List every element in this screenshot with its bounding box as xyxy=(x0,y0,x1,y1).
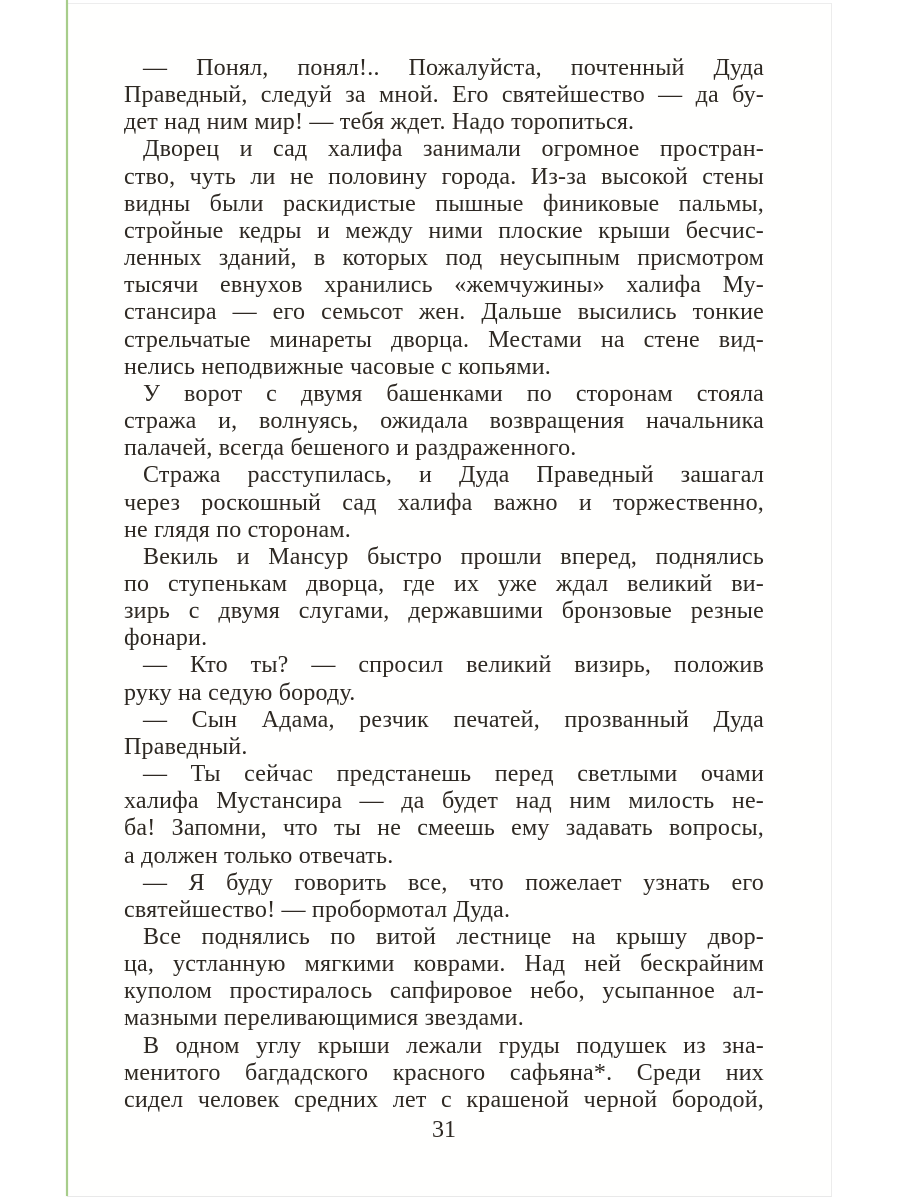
text-line: — Кто ты? — спросил великий визирь, положив xyxy=(143,652,764,679)
text-line: руку на седую бороду. xyxy=(124,679,356,706)
text-line: ца, устланную мягкими коврами. Над ней бескрайним xyxy=(124,951,764,978)
text-line: Все поднялись по витой лестнице на крышу двор- xyxy=(143,924,764,950)
text-line: ба! Запомни, что ты не смеешь ему задавать вопросы, xyxy=(124,815,764,842)
text-line: стрельчатые минареты дворца. Местами на стене вид- xyxy=(124,326,764,353)
text-line: В одном углу крыши лежали груды подушек из зна- xyxy=(143,1032,764,1059)
text-line: — Я буду говорить все, что пожелает узнать его xyxy=(143,869,764,896)
text-line: ленных зданий, в которых под неусыпным присмотром xyxy=(124,245,764,272)
text-line: У ворот с двумя башенками по сторонам стояла xyxy=(143,380,764,407)
text-line: куполом простиралось сапфировое небо, усыпанное ал- xyxy=(124,978,764,1005)
text-line: халифа Мустансира — да будет над ним милость не- xyxy=(124,788,764,815)
text-line: — Понял, понял!.. Пожалуйста, почтенный Дуда xyxy=(143,55,764,81)
text-line: — Ты сейчас предстанешь перед светлыми очами xyxy=(143,761,764,788)
text-line: святейшество! — пробормотал Дуда. xyxy=(124,896,511,923)
text-line: Стража расступилась, и Дуда Праведный зашагал xyxy=(143,462,764,489)
text-line: мазными переливающимися звездами. xyxy=(124,1005,524,1032)
text-line: по ступенькам дворца, где их уже ждал великий ви- xyxy=(124,570,764,597)
text-line: стража и, волнуясь, ожидала возвращения начальника xyxy=(124,408,764,435)
text-line: через роскошный сад халифа важно и торжественно, xyxy=(124,489,764,516)
text-line: Дворец и сад халифа занимали огромное простран- xyxy=(143,136,764,163)
text-line: сидел человек средних лет с крашеной черной бородой, xyxy=(124,1086,764,1113)
text-line: дет над ним мир! — тебя ждет. Надо торопиться. xyxy=(124,109,635,136)
text-line: стройные кедры и между ними плоские крыши бесчис- xyxy=(124,217,764,244)
text-line: менитого багдадского красного сафьяна*. Среди них xyxy=(124,1059,764,1086)
text-line: а должен только отвечать. xyxy=(124,842,394,869)
text-line: Векиль и Мансур быстро прошли вперед, поднялись xyxy=(143,543,764,570)
text-line: нелись неподвижные часовые с копьями. xyxy=(124,353,551,380)
text-line: Праведный, следуй за мной. Его святейшество — да бу- xyxy=(124,82,764,109)
page-number: 31 xyxy=(432,1117,456,1143)
text-line: ство, чуть ли не половину города. Из-за высокой стены xyxy=(124,163,764,190)
text-line: фонари. xyxy=(124,625,208,652)
margin-rule xyxy=(66,0,68,1196)
text-line: зирь с двумя слугами, державшими бронзовые резные xyxy=(124,598,764,625)
text-line: видны были раскидистые пышные финиковые пальмы, xyxy=(124,190,764,217)
text-line: палачей, всегда бешеного и раздраженного. xyxy=(124,435,577,462)
text-line: Праведный. xyxy=(124,733,248,760)
page-text xyxy=(124,55,764,1114)
text-line: — Сын Адама, резчик печатей, прозванный Дуда xyxy=(143,706,764,733)
text-line: стансира — его семьсот жен. Дальше высились тонкие xyxy=(124,299,764,326)
text-line: не глядя по сторонам. xyxy=(124,516,351,543)
text-line: тысячи евнухов хранились «жемчужины» халифа Му- xyxy=(124,272,764,299)
